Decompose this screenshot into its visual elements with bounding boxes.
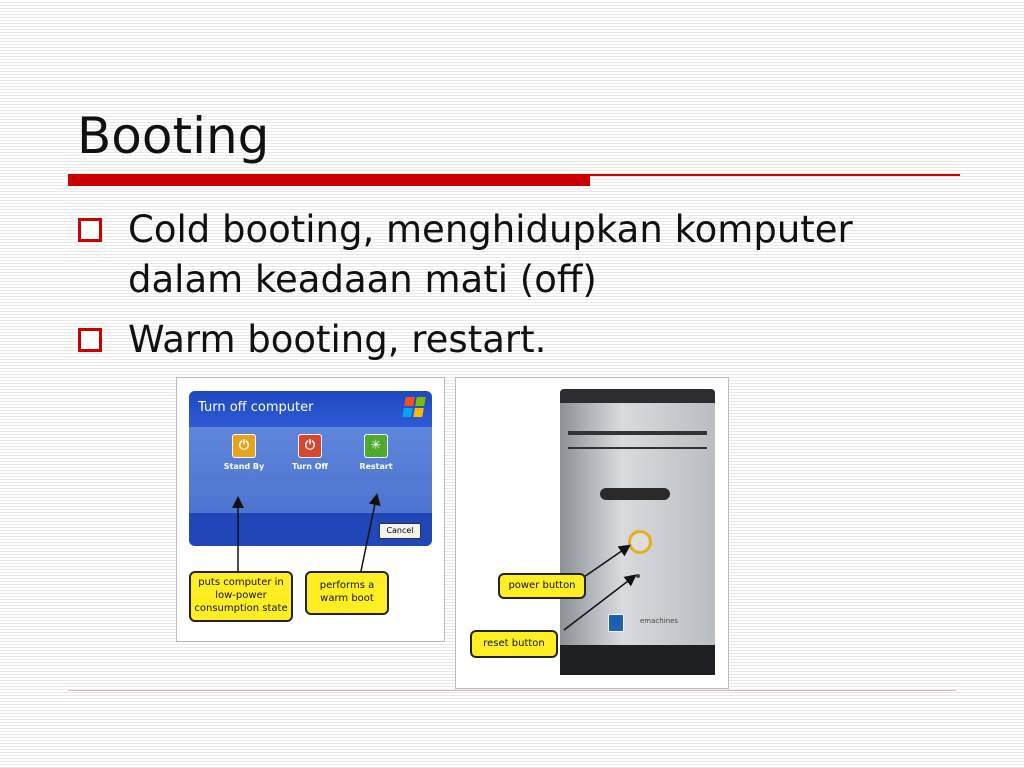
square-bullet-icon xyxy=(78,218,102,242)
bullet-list xyxy=(78,205,978,375)
cancel-button[interactable]: Cancel xyxy=(379,523,421,539)
restart-icon: ✳ xyxy=(364,434,388,458)
title-underline-thick xyxy=(68,174,590,186)
brand-label: emachines xyxy=(640,617,679,625)
slide-title: Booting xyxy=(77,107,270,165)
power-icon: ⏻ xyxy=(298,434,322,458)
standby-callout: puts computer in low-power consumption state xyxy=(189,571,293,622)
power-button-callout: power button xyxy=(498,573,586,599)
square-bullet-icon xyxy=(78,328,102,352)
bullet-text: Warm booting, restart. xyxy=(128,318,547,361)
bullet-item xyxy=(78,205,978,305)
standby-icon: ⏻ xyxy=(232,434,256,458)
bullet-item xyxy=(78,315,978,365)
footer-divider xyxy=(68,690,956,691)
dialog-title: Turn off computer xyxy=(198,400,314,415)
restart-label: Restart xyxy=(359,462,393,471)
title-underline-thin xyxy=(590,174,960,176)
standby-label: Stand By xyxy=(223,462,265,471)
callout-arrow xyxy=(584,548,626,577)
bullet-text: Cold booting, menghidupkan komputer dalam keadaan mati (off) xyxy=(128,208,853,301)
computer-tower-figure xyxy=(455,377,729,689)
callout-arrow xyxy=(361,499,376,571)
turn-off-dialog-figure xyxy=(176,377,445,642)
turn-off-label: Turn Off xyxy=(292,462,328,471)
restart-callout: performs a warm boot xyxy=(305,571,389,615)
reset-button-callout: reset button xyxy=(470,630,558,658)
